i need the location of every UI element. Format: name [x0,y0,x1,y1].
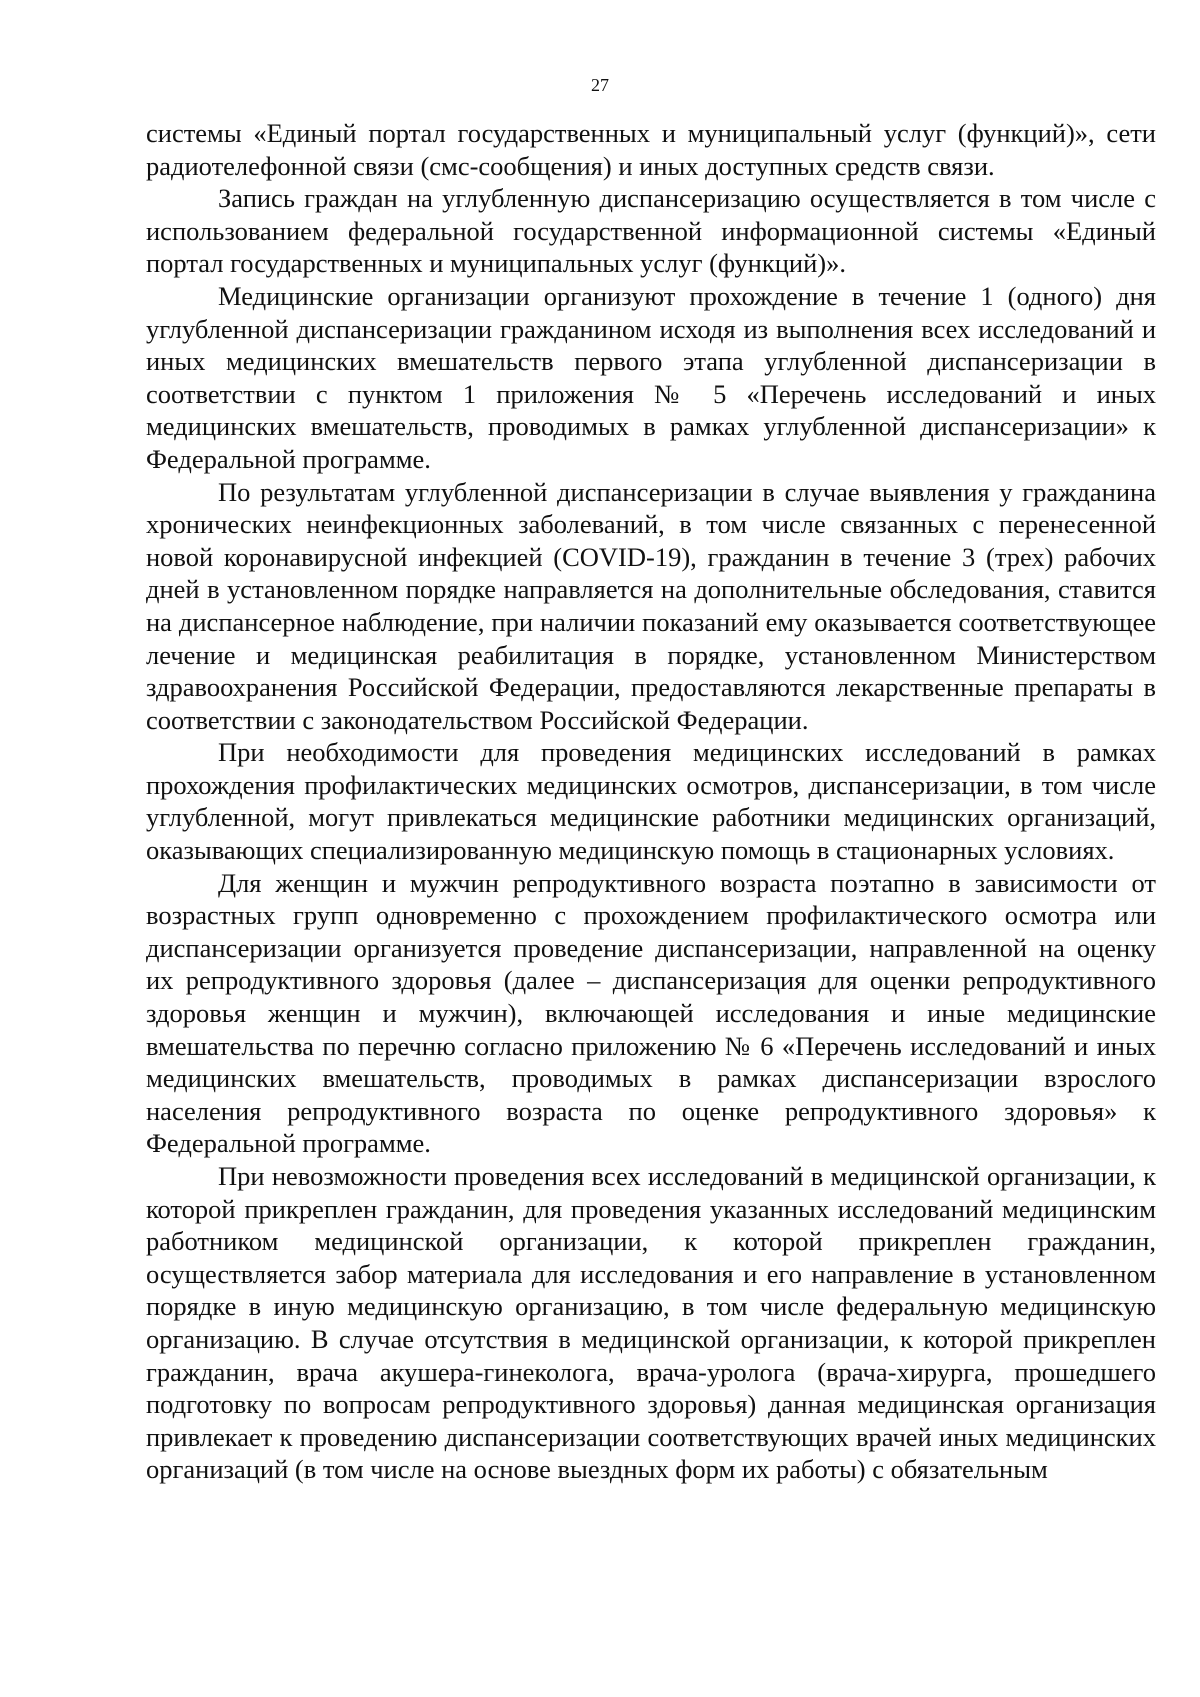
paragraph: При невозможности проведения всех исследований в медицинской организации, к которой прикреплен гражданин, для проведения указанных исследований медицинским работником медицинской организации, к которой прикреплен гражданин, осуществляется забор материала для исследования и его направление в установленном порядке в иную медицинскую организацию, в том числе федеральную медицинскую организацию. В случае отсутствия в медицинской организации, к которой прикреплен гражданин, врача акушера-гинеколога, врача-уролога (врача-хирурга, прошедшего подготовку по вопросам репродуктивного здоровья) данная медицинская организация привлекает к проведению диспансеризации соответствующих врачей иных медицинских организаций (в том числе на основе выездных форм их работы) с обязательным [146,1161,1156,1485]
paragraph: Запись граждан на углубленную диспансеризацию осуществляется в том числе с использованием федеральной государственной информационной системы «Единый портал государственных и муниципальных услуг (функций)». [146,183,1156,279]
paragraph: Для женщин и мужчин репродуктивного возраста поэтапно в зависимости от возрастных групп одновременно с прохождением профилактического осмотра или диспансеризации организуется проведение диспансеризации, направленной на оценку их репродуктивного здоровья (далее – диспансеризация для оценки репродуктивного здоровья женщин и мужчин), включающей исследования и иные медицинские вмешательства по перечню согласно приложению № 6 «Перечень исследований и иных медицинских вмешательств, проводимых в рамках диспансеризации взрослого населения репродуктивного возраста по оценке репродуктивного здоровья» к Федеральной программе. [146,867,1156,1159]
paragraph: При необходимости для проведения медицинских исследований в рамках прохождения профилактических медицинских осмотров, диспансеризации, в том числе углубленной, могут привлекаться медицинские работники медицинских организаций, оказывающих специализированную медицинскую помощь в стационарных условиях. [146,737,1156,866]
paragraph: системы «Единый портал государственных и муниципальный услуг (функций)», сети радиотелефонной связи (смс-сообщения) и иных доступных средств связи. [146,118,1156,181]
document-body [146,117,1156,1486]
page-number: 27 [591,75,609,95]
paragraph: По результатам углубленной диспансеризации в случае выявления у гражданина хронических неинфекционных заболеваний, в том числе связанных с перенесенной новой коронавирусной инфекцией (COVID-19), гражданин в течение 3 (трех) рабочих дней в установленном порядке направляется на дополнительные обследования, ставится на диспансерное наблюдение, при наличии показаний ему оказывается соответствующее лечение и медицинская реабилитация в порядке, установленном Министерством здравоохранения Российской Федерации, предоставляются лекарственные препараты в соответствии с законодательством Российской Федерации. [146,476,1156,735]
paragraph: Медицинские организации организуют прохождение в течение 1 (одного) дня углубленной диспансеризации гражданином исходя из выполнения всех исследований и иных медицинских вмешательств первого этапа углубленной диспансеризации в соответствии с пунктом 1 приложения № 5 «Перечень исследований и иных медицинских вмешательств, проводимых в рамках углубленной диспансеризации» к Федеральной программе. [146,280,1156,474]
